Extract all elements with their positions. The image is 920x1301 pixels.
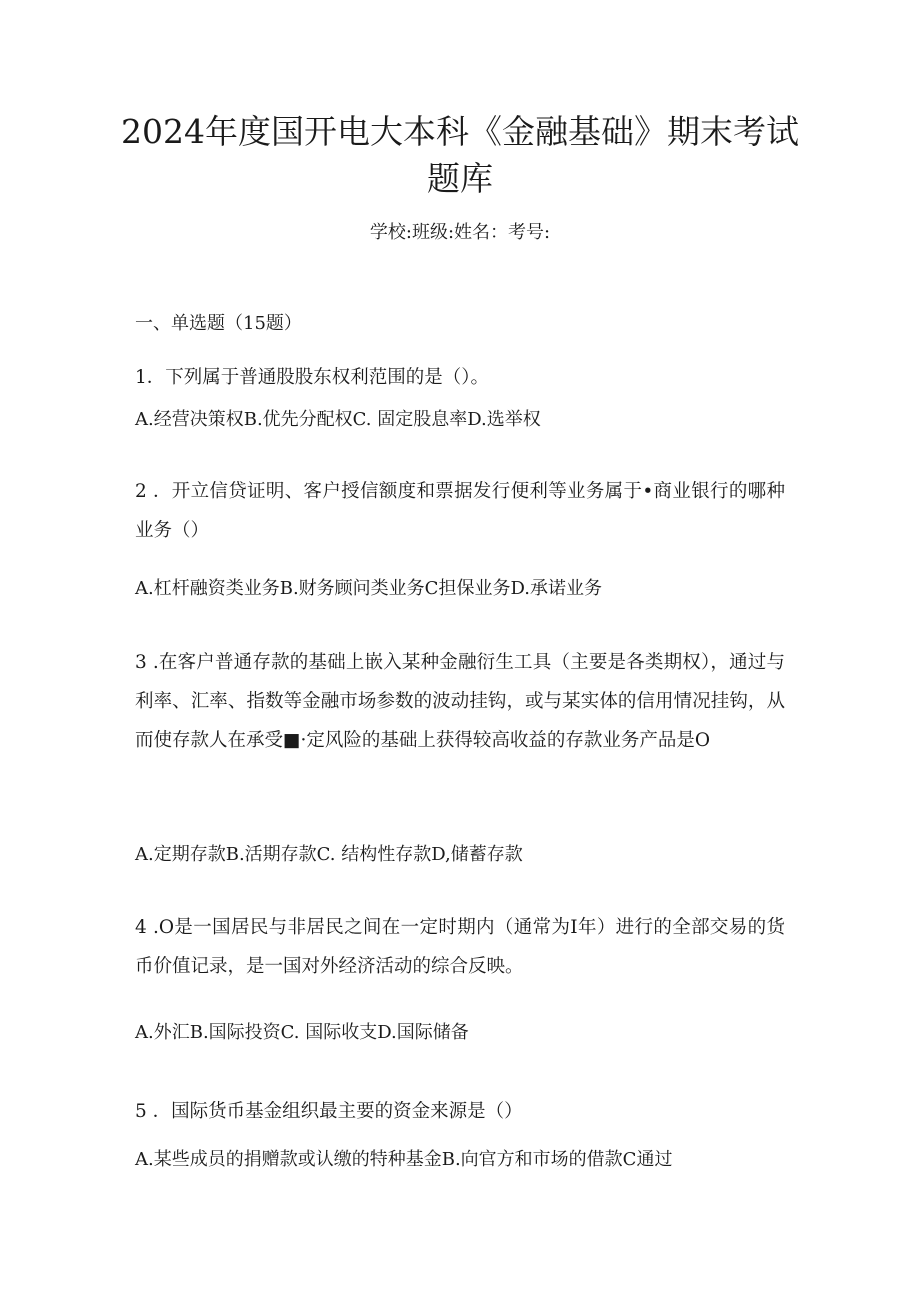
question-2: 2 ．开立信贷证明、客户授信额度和票据发行便利等业务属于•商业银行的哪种业务（） xyxy=(135,481,785,541)
section-heading: 一、单选题（15题） xyxy=(135,313,302,334)
question-4-options: A.外汇B.国际投资C. 国际收支D.国际储备 xyxy=(135,1022,469,1043)
question-1-options: A.经营决策权B.优先分配权C. 固定股息率D.选举权 xyxy=(135,409,541,430)
question-4: 4 .O是一国居民与非居民之间在一定时期内（通常为I年）进行的全部交易的货币价值记录，是一国对外经济活动的综合反映。 xyxy=(135,917,785,977)
question-3-options: A.定期存款B.活期存款C. 结构性存款D,储蓄存款 xyxy=(135,844,523,865)
question-5-options: A.某些成员的捐赠款或认缴的特种基金B.向官方和市场的借款C通过 xyxy=(135,1149,673,1170)
question-5: 5 ．国际货币基金组织最主要的资金来源是（） xyxy=(135,1101,523,1122)
question-1: 1．下列属于普通股股东权利范围的是（）。 xyxy=(135,367,490,388)
question-2-options: A.杠杆融资类业务B.财务顾问类业务C担保业务D.承诺业务 xyxy=(135,578,602,599)
document-title: 2024年度国开电大本科《金融基础》期末考试题库 xyxy=(121,112,799,198)
student-info-line: 学校:班级:姓名：考号: xyxy=(369,222,551,243)
question-3: 3 .在客户普通存款的基础上嵌入某种金融衍生工具（主要是各类期权），通过与利率、汇率、指数等金融市场参数的波动挂钩，或与某实体的信用情况挂钩，从而使存款人在承受■·定风险的基础上获得较高收益的存款业务产品是O xyxy=(135,652,785,751)
